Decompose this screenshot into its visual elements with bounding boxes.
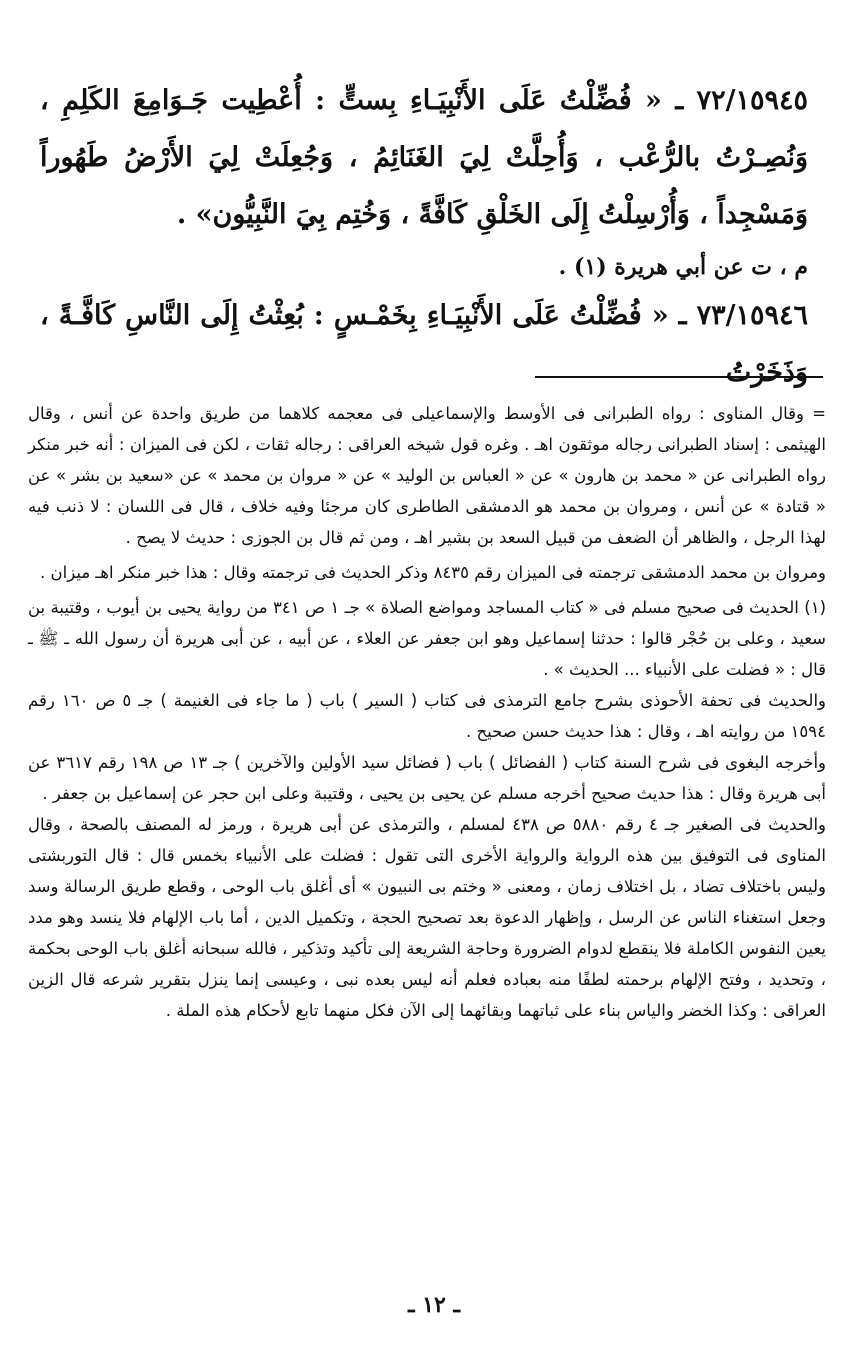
- footnote-paragraph: والحديث فى تحفة الأحوذى بشرح جامع الترمذى فى كتاب ( السير ) باب ( ما جاء فى الغنيمة ) جـ ٥ ص ١٦٠ رقم ١٥٩٤ من روايته اهـ ، وقال : هذا حديث حسن صحيح .: [28, 691, 826, 741]
- main-text: [40, 72, 809, 388]
- footnote-paragraph: ومروان بن محمد الدمشقى ترجمته فى الميزان رقم ٨٤٣٥ وذكر الحديث فى ترجمته وقال : هذا خبر منكر اهـ ميزان .: [40, 563, 826, 582]
- hadith-text: ـ « فُضِّلْتُ عَلَى الأَنْبِيَـاءِ بِستٍّ : أُعْطِيت جَـوَامِعَ الكَلِمِ ، وَنُصِـرْتُ بالرُّعْب ، وَأُحِلَّتْ لِيَ الغَنَائِمُ ، وَجُعِلَتْ لِيَ الأَرْضُ طَهُوراً وَمَسْجِداً ، وَأُرْسِلْتُ إِلَى الخَلْقِ كَافَّةً ، وَخُتِم بِيَ النَّبِيُّون» .: [40, 85, 808, 230]
- hadith-number: ٧٣/١٥٩٤٦: [696, 300, 808, 331]
- footnote-continued: = وقال المناوى : رواه الطبرانى فى الأوسط والإسماعيلى فى معجمه كلاهما من طريق واحدة عن أنس ، وقال الهيثمى : إسناد الطبرانى رجاله موثقون اهـ . وغره قول شيخه العراقى : رجاله ثقات ، لكن فى الميزان : أنه خبر منكر رواه الطبرانى عن « محمد بن هارون » عن « العباس بن الوليد » عن « مروان بن محمد » عن «سعيد بن بشر » عن « قتادة » عن أنس ، ومروان بن محمد هو الدمشقى الطاطرى كان مرجئا وفيه خلاف ، قال فى اللسان : لا ذنب فيه لهذا الرجل ، والظاهر أن الضعف من قبيل السعد بن بشير اهـ ، ومن ثم قال بن الجوزى : حديث لا يصح .: [28, 404, 826, 547]
- hadith-72: [40, 72, 808, 243]
- page-number: ـ ١٢ ـ: [408, 1292, 460, 1318]
- footnote-1: (١) الحديث فى صحيح مسلم فى « كتاب المساجد ومواضع الصلاة » جـ ١ ص ٣٤١ من رواية يحيى بن أيوب ، وقتيبة بن سعيد ، وعلى بن حُجْر قالوا : حدثنا إسماعيل وهو ابن جعفر عن العلاء ، عن أبيه ، عن أبى هريرة أن رسول الله ـ ﷺ ـ قال : « فضلت على الأنبياء ... الحديث » .: [28, 598, 826, 679]
- footnote-divider: [535, 376, 823, 378]
- hadith-source: [40, 243, 808, 287]
- footnote-marker: (١): [573, 254, 607, 280]
- hadith-73: [40, 287, 808, 388]
- footnote-paragraph: والحديث فى الصغير جـ ٤ رقم ٥٨٨٠ ص ٤٣٨ لمسلم ، والترمذى عن أبى هريرة ، ورمز له المصنف بالصحة ، وقال المناوى فى التوفيق بين هذه الرواية والرواية الأخرى التى تقول : فضلت على الأنبياء بخمس قال : قال التوربشتى وليس باختلاف تضاد ، بل اختلاف زمان ، ومعنى « وختم بى النبيون » أى أغلق باب الوحى ، وقطع طريق الرسالة وسد وجعل استغناء الناس عن الرسل ، وإظهار الدعوة بعد تصحيح الحجة ، وتكميل الدين ، أما باب الإلهام فلا ينسد وهو مدد يعين النفوس الكاملة فلا ينقطع لدوام الضرورة وحاجة الشريعة إلى تأكيد وتذكير ، فالله سبحانه أغلق باب الوحى بحكمة ، وتحديد ، وفتح الإلهام برحمته لطفًا منه بعباده فعلم أنه ليس بعده نبى ، وعيسى إنما ينزل بتقرير شرعه قال الزين العراقى : وكذا الخضر والياس بناء على ثباتهما وبقائهما إلى الآن فكل منهما تابع لأحكام هذه الملة .: [28, 815, 826, 1020]
- footnote-paragraph: وأخرجه البغوى فى شرح السنة كتاب ( الفضائل ) باب ( فضائل سيد الأولين والآخرين ) جـ ١٣ ص ١٩٨ رقم ٣٦١٧ عن أبى هريرة وقال : هذا حديث صحيح أخرجه مسلم عن يحيى بن يحيى ، وقتيبة وعلى ابن حجر عن إسماعيل بن جعفر .: [28, 753, 826, 803]
- hadith-number: ٧٢/١٥٩٤٥: [696, 85, 809, 116]
- source-text: م ، ت عن أبي هريرة: [614, 254, 808, 280]
- footnotes: [28, 398, 826, 1026]
- hadith-text: ـ « فُضِّلْتُ عَلَى الأَنْبِيَـاءِ بِخَمْـسٍ : بُعِثْتُ إِلَى النَّاسِ كَافَّـةً ، وَذَخَرْتُ: [40, 300, 808, 388]
- source-end: .: [558, 254, 567, 280]
